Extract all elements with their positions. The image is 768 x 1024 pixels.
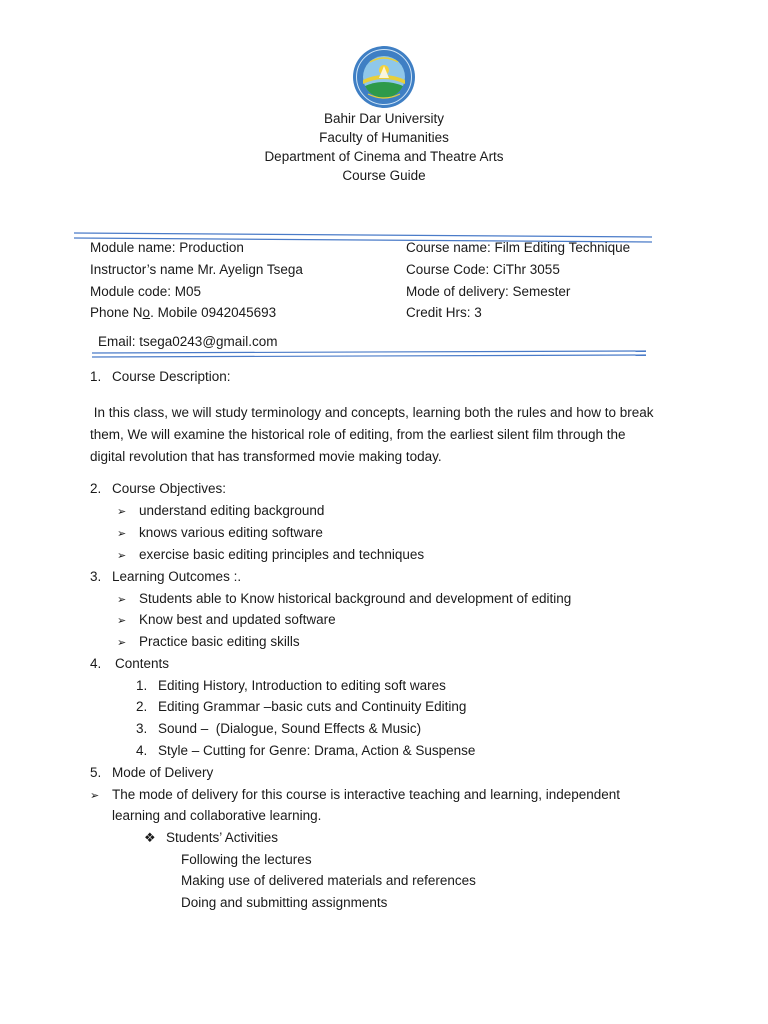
section-mode-of-delivery-heading xyxy=(90,763,213,783)
email: Email: tsega0243@gmail.com xyxy=(98,334,278,349)
module-name: Module name: Production xyxy=(90,240,244,255)
paragraph-line: In this class, we will study terminology and concepts, learning both the rules and how to break xyxy=(90,405,654,420)
list-item-text: Editing History, Introduction to editing soft wares xyxy=(158,678,446,693)
section-contents-heading xyxy=(90,654,169,674)
list-item xyxy=(117,523,323,544)
activity-item: Following the lectures xyxy=(181,852,312,867)
list-item-text: Style – Cutting for Genre: Drama, Action & Suspense xyxy=(158,743,476,758)
list-item-text: Practice basic editing skills xyxy=(139,634,300,649)
list-item-number: 1. xyxy=(136,678,148,693)
list-item-text: The mode of delivery for this course is interactive teaching and learning, independent xyxy=(112,787,621,802)
paragraph-line: them, We will examine the historical role of editing, from the earliest silent film through the xyxy=(90,427,626,442)
list-item-text: understand editing background xyxy=(139,503,325,518)
list-item-text: Sound – (Dialogue, Sound Effects & Music) xyxy=(158,721,422,736)
section-title: Mode of Delivery xyxy=(112,765,214,780)
instructor-name: Instructor’s name Mr. Ayelign Tsega xyxy=(90,262,303,277)
section-number: 4. xyxy=(90,656,102,671)
diamond-bullet-icon: ❖ xyxy=(144,830,156,845)
section-number: 3. xyxy=(90,569,102,584)
section-learning-outcomes-heading xyxy=(90,567,241,587)
section-title: Course Objectives: xyxy=(112,481,227,496)
phone-o: o xyxy=(142,305,151,320)
arrow-bullet-icon: ➢ xyxy=(117,594,127,606)
department-name: Department of Cinema and Theatre Arts xyxy=(264,149,504,164)
list-item xyxy=(90,785,620,806)
list-item xyxy=(136,741,475,761)
students-activities-heading xyxy=(144,828,278,848)
document-title: Course Guide xyxy=(342,168,426,183)
section-course-description-heading xyxy=(90,367,231,387)
bottom-divider-rule xyxy=(0,0,768,380)
university-name: Bahir Dar University xyxy=(323,111,445,126)
module-code: Module code: M05 xyxy=(90,284,202,299)
section-number: 5. xyxy=(90,765,102,780)
arrow-bullet-icon: ➢ xyxy=(117,506,127,518)
activity-item: Making use of delivered materials and references xyxy=(181,873,476,888)
phone-prefix: Phone N xyxy=(90,305,143,320)
faculty-name: Faculty of Humanities xyxy=(319,130,449,145)
section-title: Course Description: xyxy=(112,369,231,384)
list-item xyxy=(117,589,571,610)
arrow-bullet-icon: ➢ xyxy=(117,637,127,649)
delivery-mode: Mode of delivery: Semester xyxy=(406,284,571,299)
list-item-text: Editing Grammar –basic cuts and Continuity Editing xyxy=(158,699,467,714)
credit-hours: Credit Hrs: 3 xyxy=(406,305,482,320)
section-title: Contents xyxy=(115,656,170,671)
arrow-bullet-icon: ➢ xyxy=(117,550,127,562)
arrow-bullet-icon: ➢ xyxy=(117,528,127,540)
list-item-number: 2. xyxy=(136,699,148,714)
list-item xyxy=(117,610,336,631)
list-item xyxy=(117,632,300,653)
list-item xyxy=(117,501,324,522)
list-item xyxy=(136,697,466,717)
list-item-text: Know best and updated software xyxy=(139,612,336,627)
course-code: Course Code: CiThr 3055 xyxy=(406,262,560,277)
section-title: Learning Outcomes :. xyxy=(112,569,242,584)
list-item xyxy=(117,545,424,566)
section-course-objectives-heading xyxy=(90,479,226,499)
list-item xyxy=(136,676,446,696)
course-description-paragraph xyxy=(90,402,654,468)
list-item-number: 3. xyxy=(136,721,148,736)
phone-rest: . Mobile 0942045693 xyxy=(150,305,277,320)
list-item-text: exercise basic editing principles and techniques xyxy=(139,547,425,562)
list-item-continuation: learning and collaborative learning. xyxy=(112,808,322,823)
list-item xyxy=(136,719,421,739)
activity-item: Doing and submitting assignments xyxy=(181,895,388,910)
activities-title: Students’ Activities xyxy=(166,830,279,845)
list-item-text: knows various editing software xyxy=(139,525,323,540)
section-number: 2. xyxy=(90,481,102,496)
arrow-bullet-icon: ➢ xyxy=(117,615,127,627)
list-item-text: Students able to Know historical background and development of editing xyxy=(139,591,572,606)
course-name: Course name: Film Editing Technique xyxy=(406,240,631,255)
arrow-bullet-icon: ➢ xyxy=(90,790,100,802)
section-number: 1. xyxy=(90,369,102,384)
paragraph-line: digital revolution that has transformed movie making today. xyxy=(90,449,442,464)
list-item-number: 4. xyxy=(136,743,148,758)
